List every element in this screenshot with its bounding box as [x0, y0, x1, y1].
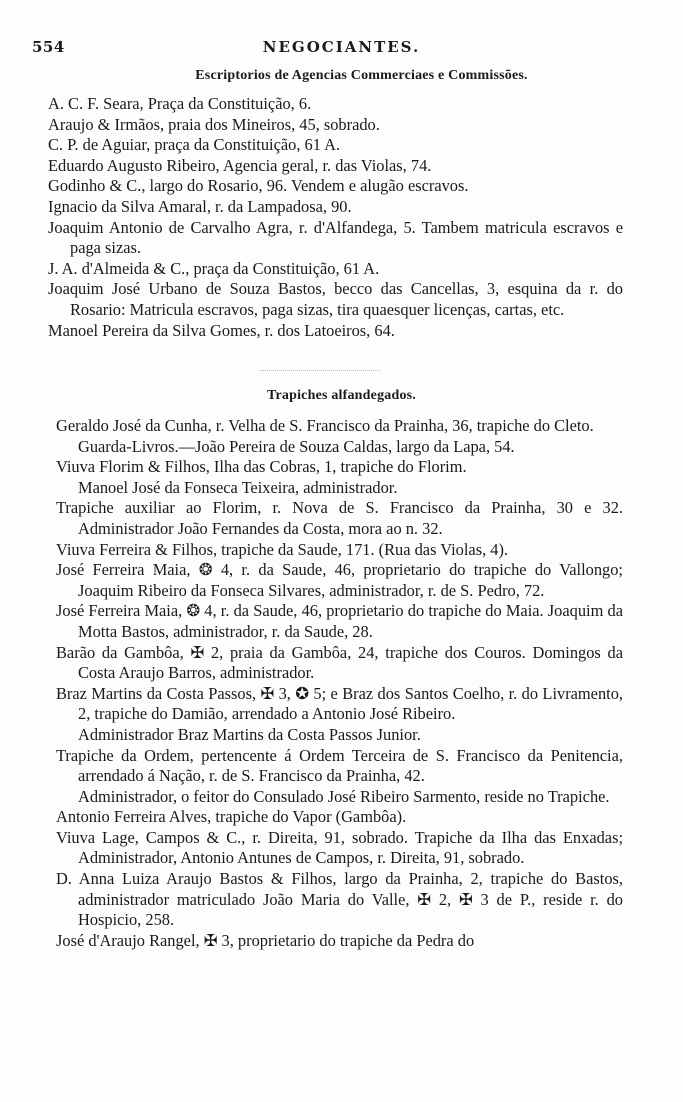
list-item: Administrador, o feitor do Consulado José Ribeiro Sarmento, reside no Trapiche. — [78, 786, 610, 806]
list-item: Trapiche auxiliar ao Florim, r. Nova de S. Francisco da Prainha, 30 e 32. Administrador João Fernandes da Costa, mora ao n. 32. — [56, 498, 623, 538]
list-item: Ignacio da Silva Amaral, r. da Lampadosa, 90. — [48, 196, 352, 216]
list-item: Guarda-Livros.—João Pereira de Souza Caldas, largo da Lapa, 54. — [78, 436, 515, 456]
list-item: José Ferreira Maia, ❂ 4, r. da Saude, 46, proprietario do trapiche do Vallongo; Joaquim Ribeiro da Fonseca Silvares, administrador, r. de S. Pedro, 72. — [56, 560, 623, 600]
section-heading-trapiches — [30, 388, 653, 404]
running-title: NEGOCIANTES. — [262, 38, 421, 56]
list-item: Braz Martins da Costa Passos, ✠ 3, ✪ 5; e Braz dos Santos Coelho, r. do Livramento, 2, trapiche do Damião, arrendado a Antonio José Ribeiro. — [56, 683, 623, 724]
trapiches-list — [56, 416, 623, 951]
list-item: Viuva Lage, Campos & C., r. Direita, 91, sobrado. Trapiche da Ilha das Enxadas; Administrador, Antonio Antunes de Campos, r. Direita, 91, sobrado. — [56, 827, 623, 868]
list-item: José Ferreira Maia, ❂ 4, r. da Saude, 46, proprietario do trapiche do Maia. Joaquim da Motta Bastos, administrador, r. da Saude, 28. — [56, 601, 623, 641]
page-number: 554 — [32, 38, 65, 56]
list-item: Trapiche da Ordem, pertencente á Ordem Terceira de S. Francisco da Penitencia, arrendado á Nação, r. de S. Francisco da Prainha, 42. — [56, 745, 623, 786]
list-item: Godinho & C., largo do Rosario, 96. Vendem e alugão escravos. — [48, 176, 469, 196]
list-item: José d'Araujo Rangel, ✠ 3, proprietario do trapiche da Pedra do — [56, 930, 475, 950]
section-divider — [260, 370, 380, 371]
section-heading-text: Escriptorios de Agencias Commerciaes e Commissões. — [195, 68, 528, 83]
list-item: Geraldo José da Cunha, r. Velha de S. Francisco da Prainha, 36, trapiche do Cleto. — [56, 416, 594, 435]
list-item: A. C. F. Seara, Praça da Constituição, 6. — [48, 94, 312, 113]
list-item: Viuva Ferreira & Filhos, trapiche da Saude, 171. (Rua das Violas, 4). — [56, 539, 509, 559]
running-head — [30, 38, 653, 62]
list-item: C. P. de Aguiar, praça da Constituição, 61 A. — [48, 135, 341, 155]
list-item: Barão da Gambôa, ✠ 2, praia da Gambôa, 24, trapiche dos Couros. Domingos da Costa Araujo Barros, administrador. — [56, 642, 623, 683]
agencies-list — [48, 94, 623, 341]
list-item: Administrador Braz Martins da Costa Passos Junior. — [78, 724, 421, 744]
list-item: Manoel José da Fonseca Teixeira, administrador. — [78, 477, 398, 497]
list-item: Joaquim Antonio de Carvalho Agra, r. d'Alfandega, 5. Tambem matricula escravos e paga sizas. — [48, 217, 623, 258]
list-item: J. A. d'Almeida & C., praça da Constituição, 61 A. — [48, 258, 380, 278]
list-item: Joaquim José Urbano de Souza Bastos, becco das Cancellas, 3, esquina da r. do Rosario: Matricula escravos, paga sizas, tira quaesquer licenças, cartas, etc. — [48, 279, 623, 319]
list-item: D. Anna Luiza Araujo Bastos & Filhos, largo da Prainha, 2, trapiche do Bastos, administrador matriculado João Maria do Valle, ✠ 2, ✠ 3 de P., reside r. do Hospicio, 258. — [56, 869, 623, 930]
list-item: Eduardo Augusto Ribeiro, Agencia geral, r. das Violas, 74. — [48, 155, 432, 175]
list-item: Viuva Florim & Filhos, Ilha das Cobras, 1, trapiche do Florim. — [56, 457, 467, 477]
section-heading-agencies — [80, 68, 643, 84]
list-item: Araujo & Irmãos, praia dos Mineiros, 45, sobrado. — [48, 114, 380, 134]
list-item: Manoel Pereira da Silva Gomes, r. dos Latoeiros, 64. — [48, 320, 395, 340]
section-heading-text: Trapiches alfandegados. — [266, 388, 417, 403]
list-item: Antonio Ferreira Alves, trapiche do Vapor (Gambôa). — [56, 807, 407, 827]
